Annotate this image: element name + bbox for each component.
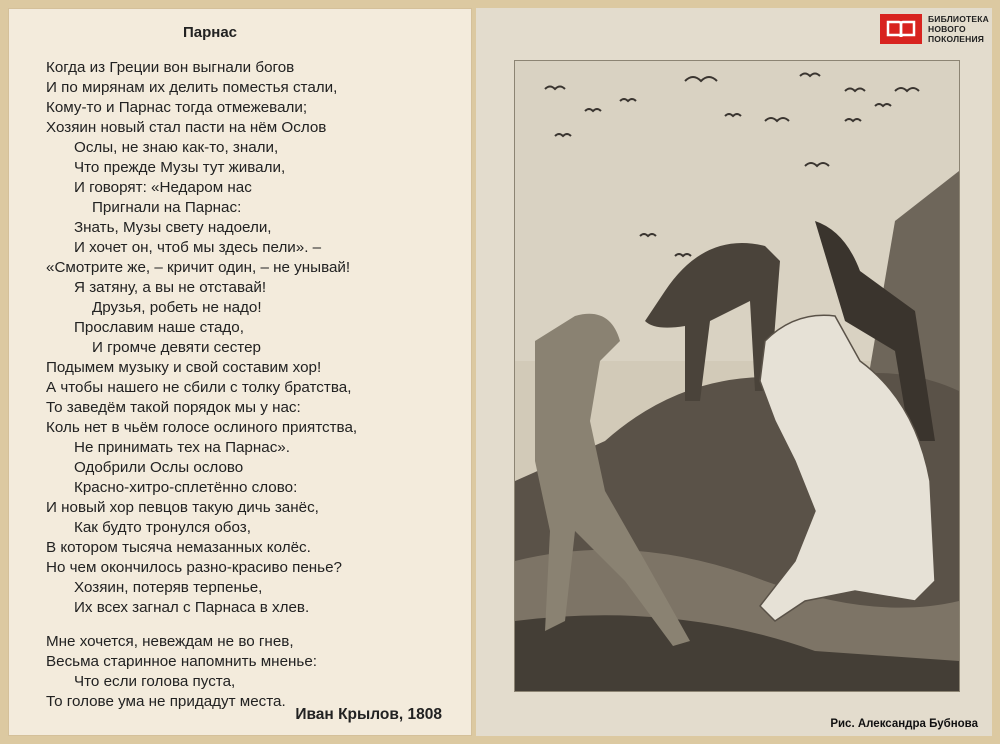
poem-line: То голове ума не придадут места. xyxy=(46,693,286,710)
stanza-gap xyxy=(46,618,466,632)
logo-line-3: ПОКОЛЕНИЯ xyxy=(928,34,985,44)
poem-line: Но чем окончилось разно-красиво пенье? xyxy=(46,559,342,576)
poem-line: Одобрили Ослы ослово xyxy=(74,459,244,476)
poem-author: Иван Крылов, 1808 xyxy=(295,706,442,723)
poem-line: Друзья, робеть не надо! xyxy=(92,299,262,316)
poem-line: Подымем музыку и свой составим хор! xyxy=(46,359,322,376)
poem-line: «Смотрите же, – кричит один, – не унывай! xyxy=(46,259,351,276)
poem-line: Весьма старинное напомнить мненье: xyxy=(46,653,317,670)
library-logo xyxy=(880,14,989,44)
poem-line: Хозяин, потеряв терпенье, xyxy=(74,579,263,596)
logo-line-1: БИБЛИОТЕКА xyxy=(928,14,989,24)
poem-line: Красно-хитро-сплетённо слово: xyxy=(74,479,298,496)
poem-body xyxy=(46,58,466,712)
poem-line: Как будто тронулся обоз, xyxy=(74,519,251,536)
book-icon xyxy=(880,14,922,44)
poem-line: Прославим наше стадо, xyxy=(74,319,244,336)
poem-line: Ослы, не знаю как-то, знали, xyxy=(74,139,279,156)
poem-line: Знать, Музы свету надоели, xyxy=(74,219,272,236)
logo-line-2: НОВОГО xyxy=(928,24,966,34)
poem-line: И говорят: «Недаром нас xyxy=(74,179,252,196)
poem-line: Хозяин новый стал пасти на нём Ослов xyxy=(46,119,327,136)
poem-line: Когда из Греции вон выгнали богов xyxy=(46,59,295,76)
poem-line: И хочет он, чтоб мы здесь пели». – xyxy=(74,239,322,256)
poem-line: И по мирянам их делить поместья стали, xyxy=(46,79,338,96)
poem-line: Я затяну, а вы не отставай! xyxy=(74,279,267,296)
poem-line: Кому-то и Парнас тогда отмежевали; xyxy=(46,99,308,116)
poem-line: А чтобы нашего не сбили с толку братства, xyxy=(46,379,352,396)
logo-text xyxy=(928,14,989,44)
poem-line: И громче девяти сестер xyxy=(92,339,261,356)
poem-line: Мне хочется, невеждам не во гнев, xyxy=(46,633,294,650)
illustration-panel xyxy=(476,8,992,736)
poem-line: И новый хор певцов такую дичь занёс, xyxy=(46,499,319,516)
poem-line: Коль нет в чьём голосе ослиного приятства, xyxy=(46,419,358,436)
poem-line: В котором тысяча немазанных колёс. xyxy=(46,539,311,556)
poem-line: Пригнали на Парнас: xyxy=(92,199,242,216)
poem-title: Парнас xyxy=(182,24,238,41)
poem-line: Их всех загнал с Парнаса в хлев. xyxy=(74,599,310,616)
poem-line: Что прежде Музы тут живали, xyxy=(74,159,286,176)
poem-panel xyxy=(8,8,472,736)
donkeys-illustration xyxy=(514,60,960,692)
poem-line: Не принимать тех на Парнас». xyxy=(74,439,290,456)
poem-line: Что если голова пуста, xyxy=(74,673,236,690)
donkeys-drawing xyxy=(515,61,959,691)
illustration-caption: Рис. Александра Бубнова xyxy=(830,718,978,730)
poem-line: То заведём такой порядок мы у нас: xyxy=(46,399,301,416)
